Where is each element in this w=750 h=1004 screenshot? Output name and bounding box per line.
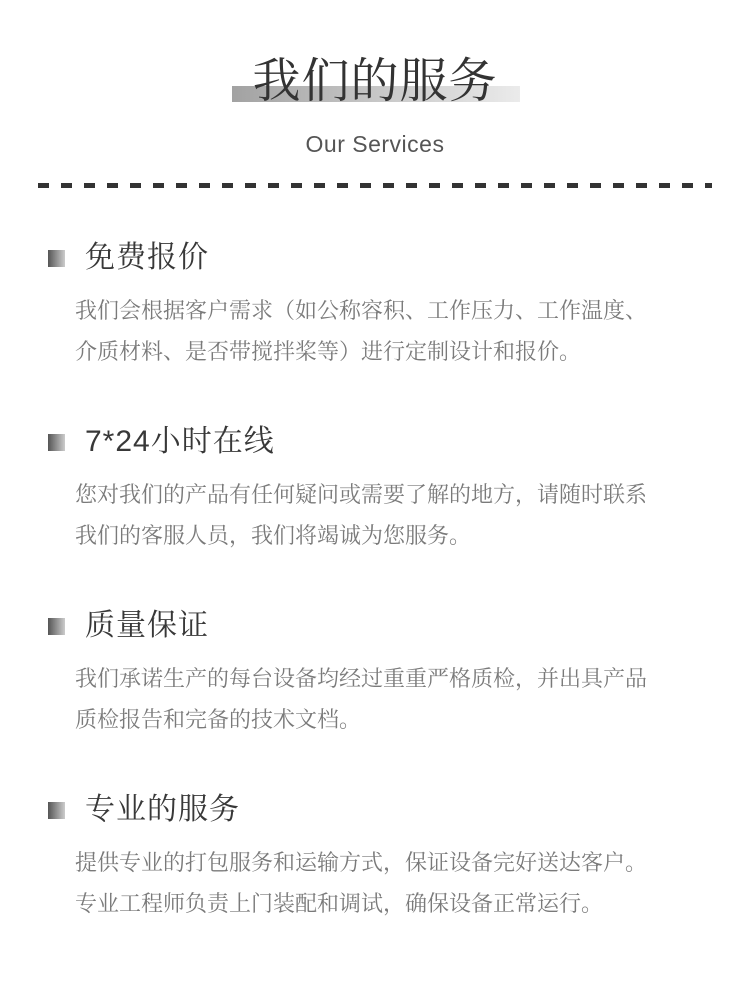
service-description-line: 介质材料、是否带搅拌桨等）进行定制设计和报价。	[75, 338, 582, 364]
service-heading: 7*24小时在线	[85, 424, 275, 458]
service-description	[75, 474, 712, 556]
page-title-wrap	[252, 56, 497, 109]
service-heading-row	[38, 238, 712, 277]
service-item	[38, 238, 712, 372]
square-bullet-icon	[48, 434, 65, 451]
service-description-line: 专业工程师负责上门装配和调试，确保设备正常运行。	[75, 890, 604, 916]
page-title: 我们的服务	[252, 55, 498, 108]
service-list	[38, 238, 712, 924]
service-description	[75, 842, 712, 924]
dashed-divider	[38, 183, 712, 188]
service-heading-row	[38, 790, 712, 829]
square-bullet-icon	[48, 250, 65, 267]
service-heading-row	[38, 606, 712, 645]
section-header	[38, 56, 712, 158]
service-description-line: 我们承诺生产的每台设备均经过重重严格质检，并出具产品	[75, 665, 648, 691]
service-heading-row	[38, 422, 712, 461]
service-item	[38, 790, 712, 924]
service-description-line: 我们的客服人员，我们将竭诚为您服务。	[75, 522, 472, 548]
square-bullet-icon	[48, 802, 65, 819]
square-bullet-icon	[48, 618, 65, 635]
service-description	[75, 658, 712, 740]
service-description-line: 您对我们的产品有任何疑问或需要了解的地方，请随时联系	[75, 481, 648, 507]
service-description-line: 我们会根据客户需求（如公称容积、工作压力、工作温度、	[75, 297, 648, 323]
service-heading: 免费报价	[85, 240, 209, 274]
service-heading: 专业的服务	[85, 792, 240, 826]
service-description-line: 提供专业的打包服务和运输方式，保证设备完好送达客户。	[75, 849, 648, 875]
service-item	[38, 422, 712, 556]
service-item	[38, 606, 712, 740]
page-subtitle: Our Services	[305, 130, 445, 157]
service-heading: 质量保证	[85, 608, 209, 642]
service-description	[75, 290, 712, 372]
service-description-line: 质检报告和完备的技术文档。	[75, 706, 362, 732]
